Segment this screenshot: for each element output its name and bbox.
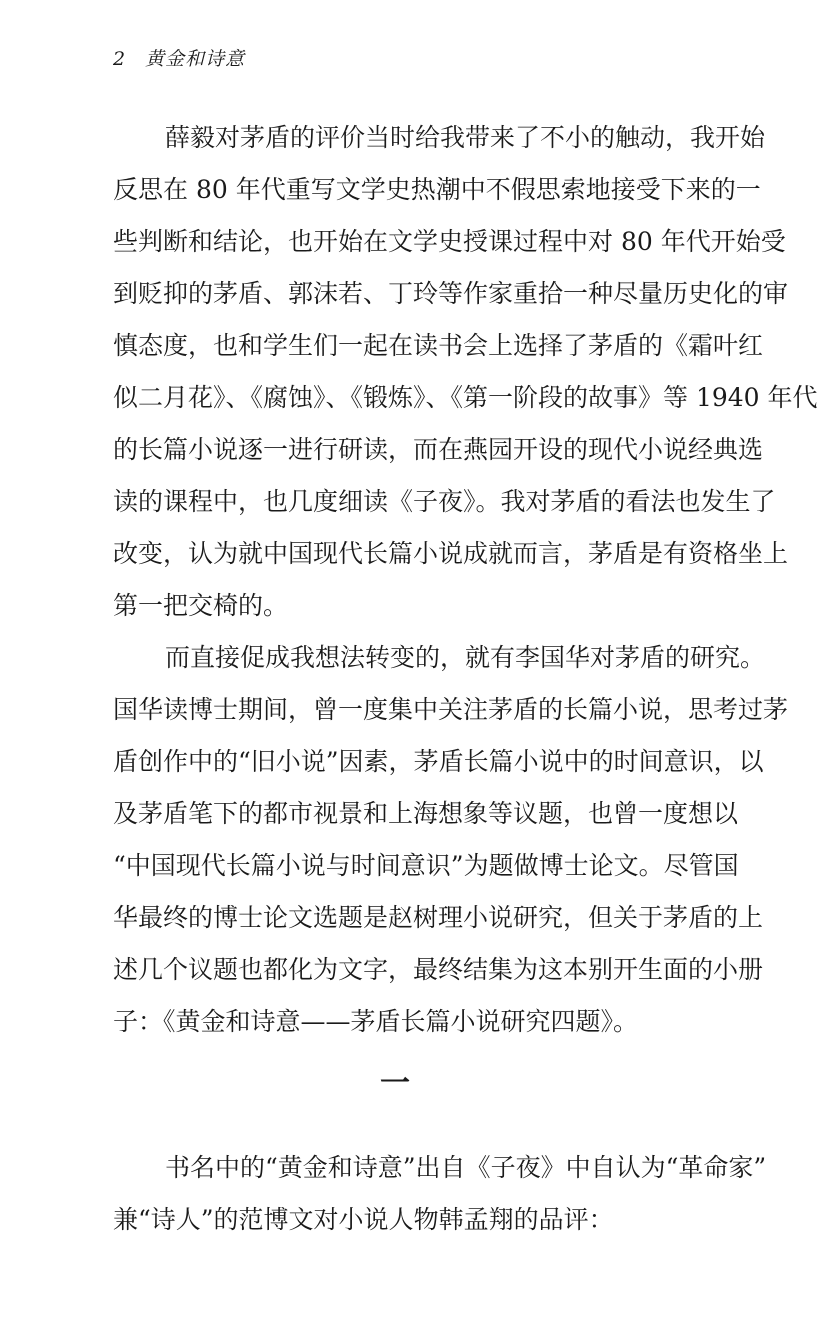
text-line: 慎态度，也和学生们一起在读书会上选择了茅盾的《霜叶红 [113,331,764,360]
text-line: 第一把交椅的。 [113,591,289,620]
text-line: 反思在 80 年代重写文学史热潮中不假思索地接受下来的一 [113,175,761,204]
text-line: 子：《黄金和诗意——茅盾长篇小说研究四题》。 [113,1007,639,1036]
text-line: 及茅盾笔下的都市视景和上海想象等议题，也曾一度想以 [113,799,739,828]
text-line: 国华读博士期间，曾一度集中关注茅盾的长篇小说，思考过茅 [113,695,789,724]
text-line: “中国现代长篇小说与时间意识”为题做博士论文。尽管国 [113,851,739,880]
text-line: 似二月花》、《腐蚀》、《锻炼》、《第一阶段的故事》等 1940 年代 [113,383,818,412]
text-line: 些判断和结论，也开始在文学史授课过程中对 80 年代开始受 [113,227,786,256]
text-line: 读的课程中，也几度细读《子夜》。我对茅盾的看法也发生了 [113,487,776,516]
text-line: 改变，认为就中国现代长篇小说成就而言，茅盾是有资格坐上 [113,539,789,568]
text-line: 书名中的“黄金和诗意”出自《子夜》中自认为“革命家” [165,1153,767,1182]
text-line: 的长篇小说逐一进行研读，而在燕园开设的现代小说经典选 [113,435,764,464]
text-line: 到贬抑的茅盾、郭沫若、丁玲等作家重拾一种尽量历史化的审 [113,279,789,308]
section-heading: 一 [380,1066,410,1101]
text-line: 盾创作中的“旧小说”因素，茅盾长篇小说中的时间意识，以 [113,747,764,776]
text-line: 薛毅对茅盾的评价当时给我带来了不小的触动，我开始 [165,123,766,152]
page-number: 2 [113,48,127,70]
text-line: 兼“诗人”的范博文对小说人物韩孟翔的品评： [113,1205,614,1234]
running-title: 黄金和诗意 [145,48,246,70]
text-line: 华最终的博士论文选题是赵树理小说研究，但关于茅盾的上 [113,903,764,932]
text-line: 述几个议题也都化为文字，最终结集为这本别开生面的小册 [113,955,764,984]
text-line: 而直接促成我想法转变的，就有李国华对茅盾的研究。 [165,643,766,672]
running-header [113,44,245,71]
